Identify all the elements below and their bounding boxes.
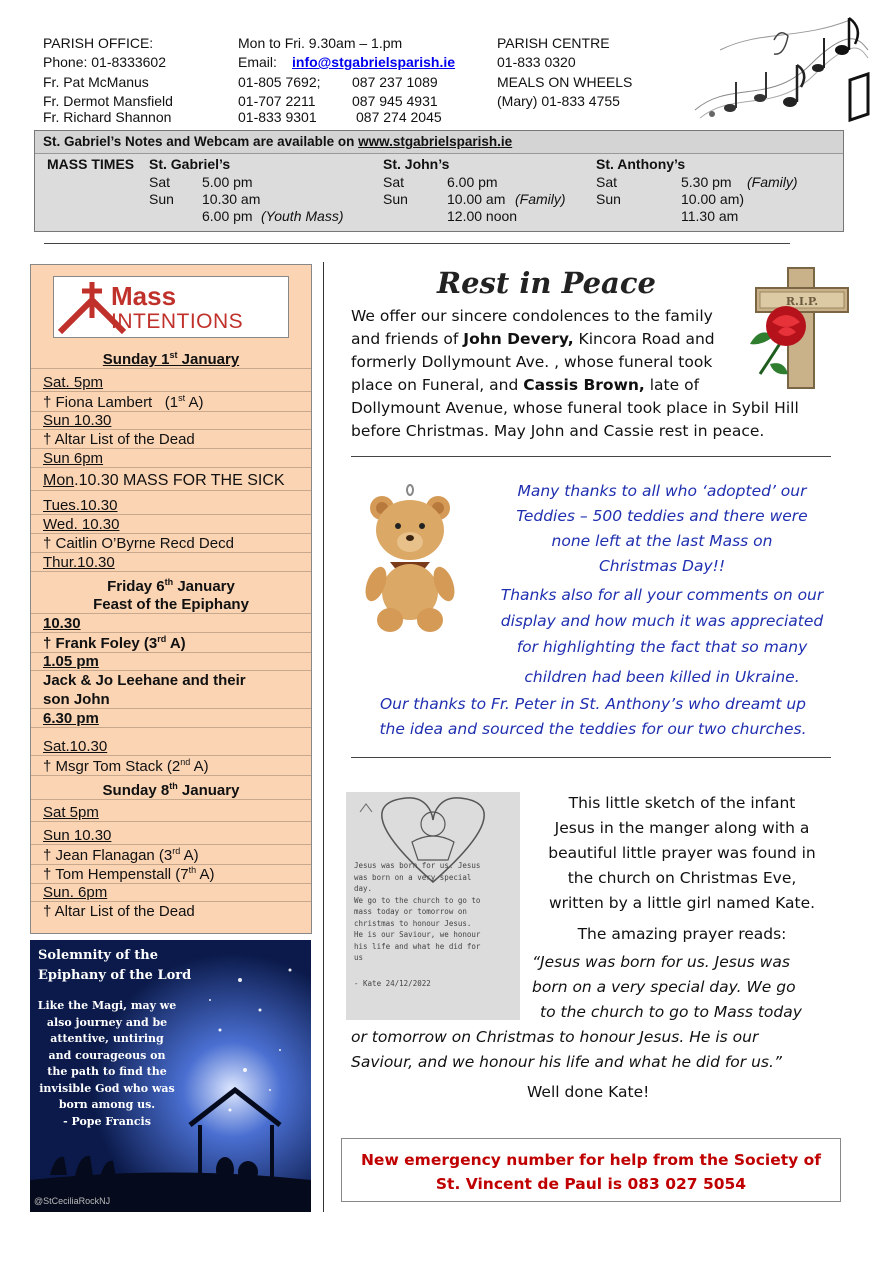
list-item: † Fiona Lambert (1st A) <box>31 393 311 412</box>
mass-time: 11.30 am <box>681 208 739 224</box>
divider <box>351 456 831 457</box>
logo-mass-text: Mass <box>111 281 177 311</box>
mass-note: (Family) <box>515 191 566 207</box>
priest-phone: 01-707 2211 <box>238 93 316 109</box>
mass-day: Sat <box>383 174 405 190</box>
list-item: son John <box>31 691 311 709</box>
mass-day: Sun <box>596 191 621 207</box>
list-item: † Caitlin O’Byrne Recd Decd <box>31 535 311 553</box>
list-item: † Frank Foley (3rd A) <box>31 634 311 653</box>
church-name: St. John’s <box>383 156 450 172</box>
priest-name: Fr. Pat McManus <box>43 74 149 90</box>
priest-mobile: 087 237 1089 <box>352 74 438 90</box>
kate-sketch-image <box>346 792 520 1020</box>
teddies-thanks: Many thanks to all who ‘adopted’ our Teddies – 500 teddies and there were none left at the last Mass on Christmas Day!! <box>516 482 808 575</box>
mass-intentions-panel <box>30 264 312 934</box>
mass-times-box <box>34 130 844 232</box>
centre-label: PARISH CENTRE <box>497 35 610 51</box>
rip-title: Rest in Peace <box>437 266 656 300</box>
mass-day: Sat <box>596 174 618 190</box>
card-title-line: Epiphany of the Lord <box>38 968 192 983</box>
mass-day: Sun <box>149 191 174 207</box>
centre-phone: 01-833 0320 <box>497 54 576 70</box>
mass-note: (Youth Mass) <box>261 208 344 224</box>
priest-name: Fr. Dermot Mansfield <box>43 93 173 109</box>
list-item: Sat. 5pm <box>31 374 311 392</box>
mass-times-label: MASS TIMES <box>47 156 135 172</box>
well-done-text: Well done Kate! <box>527 1083 650 1101</box>
church-name: St. Anthony’s <box>596 156 686 172</box>
sunday-heading: Sunday 1st January <box>31 350 311 369</box>
meals-label: MEALS ON WHEELS <box>497 74 633 90</box>
priest-phone: 01-805 7692; <box>238 74 321 90</box>
list-item: † Msgr Tom Stack (2nd A) <box>31 757 311 776</box>
image-credit: @StCeciliaRockNJ <box>34 1196 111 1206</box>
list-item: Sun. 6pm <box>31 884 311 902</box>
priest-name: Fr. Richard Shannon <box>43 109 172 125</box>
mass-time: 5.30 pm <box>681 174 732 190</box>
music-notes-image <box>690 10 870 128</box>
list-item: Sat.10.30 <box>31 738 311 756</box>
mass-intentions-logo <box>53 276 289 338</box>
list-item: Sun 6pm <box>31 450 311 468</box>
mass-time: 10.00 am) <box>681 191 745 207</box>
list-item: 1.05 pm <box>31 653 311 671</box>
divider <box>44 243 790 244</box>
list-item: 10.30 <box>31 615 311 633</box>
office-label: PARISH OFFICE: <box>43 35 154 51</box>
mass-time: 6.00 pm <box>202 208 253 224</box>
priest-mobile: 087 274 2045 <box>356 109 442 125</box>
friday-heading: Friday 6th January <box>107 577 235 595</box>
office-hours: Mon to Fri. 9.30am – 1.pm <box>238 35 403 51</box>
mass-time: 6.00 pm <box>447 174 498 190</box>
church-name: St. Gabriel’s <box>149 156 231 172</box>
svp-line: St. Vincent de Paul is 083 027 5054 <box>435 1175 747 1193</box>
teddies-fr-peter: Our thanks to Fr. Peter in St. Anthony’s who dreamt up the idea and sourced the teddies for our two churches. <box>379 695 807 738</box>
list-item: † Tom Hempenstall (7th A) <box>31 865 311 884</box>
rip-plaque-text: R.I.P. <box>785 295 819 308</box>
svp-notice-box <box>341 1138 841 1202</box>
meals-contact: (Mary) 01-833 4755 <box>497 93 620 109</box>
email-label: Email: <box>238 54 277 70</box>
mass-time: 10.00 am <box>447 191 506 207</box>
card-quote: Like the Magi, may we also journey and be attentive, untiring and courageous on the path to find the invisible God who was born among us. - Pope Francis <box>37 999 177 1128</box>
handwritten-prayer: Jesus was born for us. Jesus was born on a very special day. We go to the church to go to mass today or tomorrow on christmas to honour Jesus. He is our Saviour, we honour his life and what he did for us - Kate 24/12/2022 <box>354 861 481 988</box>
mass-note: (Family) <box>747 174 798 190</box>
card-title-line: Solemnity of the <box>38 948 159 963</box>
rip-text: We offer our sincere condolences to the family and friends of John Devery, Kincora Road and formerly Dollymount Ave. , whose funeral took place on Funeral, and Cassis Brown, late of Dollymount Avenue, whose funeral took place in Sybil Hill before Christmas. May John and Cassie rest in peace. <box>351 307 799 440</box>
list-item: Sun 10.30 <box>31 827 311 845</box>
list-item: Sat 5pm <box>31 804 311 822</box>
logo-intentions-text: INTENTIONS <box>111 310 244 333</box>
notes-text: St. Gabriel’s Notes and Webcam are available on <box>43 134 359 149</box>
list-item: 6.30 pm <box>31 710 311 728</box>
office-phone: Phone: 01-8333602 <box>43 54 166 70</box>
list-item: † Altar List of the Dead <box>31 431 311 449</box>
email-link[interactable]: info@stgabrielsparish.ie <box>292 54 456 70</box>
teddy-bear-image <box>360 484 460 634</box>
kate-prayer-wide: or tomorrow on Christmas to honour Jesus. He is our Saviour, and we honour his life and what he did for us.” <box>351 1028 782 1071</box>
mass-day: Sat <box>149 174 171 190</box>
kate-prayer: “Jesus was born for us. Jesus was born on a very special day. We go to the church to go to Mass today <box>532 953 802 1021</box>
list-item: † Jean Flanagan (3rd A) <box>31 846 311 865</box>
mass-day: Sun <box>383 191 408 207</box>
priest-phone: 01-833 9301 <box>238 109 317 125</box>
priest-mobile: 087 945 4931 <box>352 93 438 109</box>
list-item: Thur.10.30 <box>31 554 311 572</box>
notes-banner <box>35 131 843 154</box>
list-item: Wed. 10.30 <box>31 516 311 534</box>
list-item: Mon.10.30 MASS FOR THE SICK <box>31 472 311 491</box>
epiphany-heading: Feast of the Epiphany <box>31 596 311 614</box>
epiphany-card-image <box>30 940 311 1212</box>
list-item: Tues.10.30 <box>31 497 311 515</box>
website-link[interactable]: www.stgabrielsparish.ie <box>358 134 513 149</box>
mass-time: 12.00 noon <box>447 208 518 224</box>
sunday-heading: Sunday 8th January <box>31 781 311 800</box>
deceased-name: John Devery, <box>463 330 574 348</box>
svp-line: New emergency number for help from the Society of <box>360 1151 822 1169</box>
divider <box>351 757 831 758</box>
sketch-intro: This little sketch of the infant Jesus in the manger along with a beautiful little prayer was found in the church on Christmas Eve, written by a little girl named Kate. The amazing prayer reads: <box>548 794 816 943</box>
deceased-name: Cassis Brown, <box>523 376 645 394</box>
mass-time: 5.00 pm <box>202 174 253 190</box>
list-item: Sun 10.30 <box>31 412 311 430</box>
column-divider <box>323 262 324 1212</box>
list-item: † Altar List of the Dead <box>43 903 195 920</box>
teddies-comments: Thanks also for all your comments on our display and how much it was appreciated for highlighting the fact that so many children had been killed in Ukraine. <box>500 586 824 686</box>
list-item: Jack & Jo Leehane and their <box>43 672 246 689</box>
mass-time: 10.30 am <box>202 191 261 207</box>
